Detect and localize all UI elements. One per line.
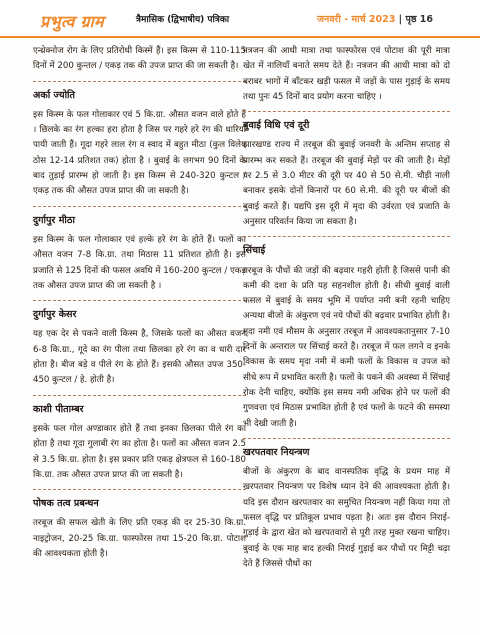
- magazine-logo: प्रभुत्व ग्राम: [40, 12, 104, 31]
- heading-kharpatwar: खरपतवार नियन्त्रण: [243, 446, 310, 458]
- heading-buvai-vidhi: बुवाई विधि एवं दूरी: [243, 120, 310, 132]
- issue-date: जनवरी - मार्च 2023: [316, 14, 396, 25]
- section-divider: [33, 300, 246, 301]
- magazine-type: त्रैमासिक (द्विभाषीय) पत्रिका: [136, 15, 230, 25]
- right-column: [243, 44, 450, 576]
- page-number: पृष्ठ 16: [405, 14, 433, 25]
- heading-sinchai: सिंचाई: [243, 245, 266, 257]
- section-divider: [33, 395, 246, 396]
- heading-poshak-tatva: पोषक तत्व प्रबन्धन: [33, 498, 99, 510]
- section-divider: [243, 438, 450, 439]
- paragraph-arka-jyoti: इस किस्म के फल गोलाकार एवं 5 कि.ग्रा. औसत वजन वाले होते हैं । छिलके का रंग हल्का हरा होता है जिस पर गहरे हरे रंग की धारियाँ पायी जाती हैं। गूदा गहरे लाल रंग व स्वाद में बहुत मीठा (कुल विलेय ठोस 12-14 प्रतिशत तक) होता है । बुवाई के लगभग 90 दिनों के बाद तुड़ाई प्रारम्भ हो जाती है। इस किस्म से 240-320 कुन्टल / एकड़ तक की औसत उपज प्राप्त की जा सकती है।: [33, 109, 246, 197]
- heading-durgapur-meetha: दुर्गापुर मीठा: [33, 214, 75, 226]
- paragraph-buvai-vidhi: झारखण्ड राज्य में तरबूज की बुवाई जनवरी के अन्तिम सप्ताह से प्रारम्भ कर सकते हैं। तरबूज की बुवाई मेड़ों पर की जाती है। मेड़ों पर 2.5 से 3.0 मीटर की दूरी पर 40 से 50 से.मी. चौड़ी नाली बनाकर इसके दोनों किनारों पर 60 से.मी. की दूरी पर बीजों की बुवाई करते हैं। यद्यपि इस दूरी में मृदा की उर्वरता एवं प्रजाति के अनुसार परिवर्तन किया जा सकता है।: [243, 140, 450, 227]
- paragraph-nitrogen: नत्रजन की आधी मात्रा तथा फास्फोरस एवं पोटाश की पूरी मात्रा खेत में नालियाँ बनाते समय देते हैं। नत्रजन की आधी मात्रा को दो बराबर भागों में बाँटकर खड़ी फसल में जड़ों के पास गुड़ाई के समय तथा पुनः 45 दिनों बाद प्रयोग करना चाहिए ।: [243, 46, 450, 102]
- section-divider: [33, 206, 246, 207]
- heading-kashi-pitambar: काशी पीताम्बर: [33, 403, 84, 415]
- page-header: [0, 0, 480, 38]
- heading-durgapur-kesar: दुर्गापुर केसर: [33, 309, 77, 321]
- header-rule: [0, 36, 480, 38]
- heading-arka-jyoti: अर्का ज्योति: [33, 89, 76, 101]
- section-divider: [243, 236, 450, 237]
- issue-info: [317, 12, 433, 25]
- issue-separator: |: [395, 14, 406, 25]
- left-column: [33, 44, 246, 566]
- paragraph-durgapur-kesar: यह एक देर से पकने वाली किस्म है, जिसके फलों का औसत वजन 6-8 कि.ग्रा., गूदे का रंग पीला तथा छिलका हरे रंग का व धारी दार होता है। बीज बड़े व पीले रंग के होते हैं। इसकी औसत उपज 350-450 कुन्टल / हे. होती है।: [33, 329, 246, 386]
- section-divider: [33, 489, 246, 490]
- section-divider: [243, 111, 450, 112]
- paragraph-durgapur-meetha: इस किस्म के फल गोलाकार एवं हल्के हरे रंग के होते हैं। फलों का औसत वजन 7-8 कि.ग्रा. तथा मिठास 11 प्रतिशत होती है। इस प्रजाति से 125 दिनों की फसल अवधि में 160-200 कुन्टल / एकड़ तक औसत उपज प्राप्त की जा सकती है ।: [33, 234, 246, 291]
- paragraph-kharpatwar: बीजों के अंकुरण के बाद वानस्पतिक वृद्धि के प्रथम माह में खरपतवार नियन्त्रण पर विशेष ध्यान देने की आवश्यकता होती है। यदि इस दौरान खरपतवार का समुचित नियन्त्रण नहीं किया गया तो फसल वृद्धि पर प्रतिकूल प्रभाव पड़ता है। अतः इस दौरान निराई-गुड़ाई के द्वारा खेत को खरपतवारों से पूरी तरह मुक्त रखना चाहिए। बुवाई के एक माह बाद हल्की निराई गुड़ाई कर पौधों पर मिट्टी चढ़ा देते हैं जिससे पौधों का: [243, 467, 450, 569]
- paragraph-sinchai: तरबूज के पौधों की जड़ों की बढ़वार गहरी होती है जिससे पानी की कमी की दशा के प्रति यह सहनशील होती है। सीधी बुवाई वाली फसल में बुवाई के समय भूमि में पर्याप्त नमी बनी रहनी चाहिए अन्यथा बीजों के अंकुरण एवं नये पौधों की बढ़वार प्रभावित होती है। मृदा नमी एवं मौसम के अनुसार तरबूज में आवश्यकतानुसार 7-10 दिनों के अन्तराल पर सिंचाई करते हैं। तरबूज में फल लगने व इनके विकास के समय मृदा नमी में कमी फलों के विकास व उपज को सीधे रूप में प्रभावित करती है। फलों के पकने की अवस्था में सिंचाई रोक देनी चाहिए, क्योंकि इस समय नमी अधिक होने पर फलों की गुणवत्ता एवं मिठास प्रभावित होती है एवं फलों के फटने की समस्या भी देखी जाती है।: [243, 265, 450, 429]
- section-divider: [33, 81, 246, 82]
- paragraph-intro: एन्थ्रेक्नोज रोग के लिए प्रतिरोधी किस्में हैं। इस किस्म से 110-115 दिनों में 200 कुन्तल / एकड़ तक की उपज प्राप्त की जा सकती है।: [33, 46, 246, 72]
- paragraph-poshak-tatva: तरबूज की सफल खेती के लिए प्रति एकड़ की दर 25-30 कि.ग्रा. नाइट्रोजन, 20-25 कि.ग्रा. फास्फोरस तथा 15-20 कि.ग्रा. पोटाश की आवश्यकता होती है।: [33, 518, 246, 560]
- paragraph-kashi-pitambar: इसके फल गोल अण्डाकार होते हैं तथा इनका छिलका पीले रंग का होता है तथा गूदा गुलाबी रंग का होता है। फलों का औसत वजन 2.5 से 3.5 कि.ग्रा. होता है। इस प्रकार प्रति एकड़ क्षेत्रफल से 160-180 कि.ग्रा. तक औसत उपज प्राप्त की जा सकती है।: [33, 423, 246, 480]
